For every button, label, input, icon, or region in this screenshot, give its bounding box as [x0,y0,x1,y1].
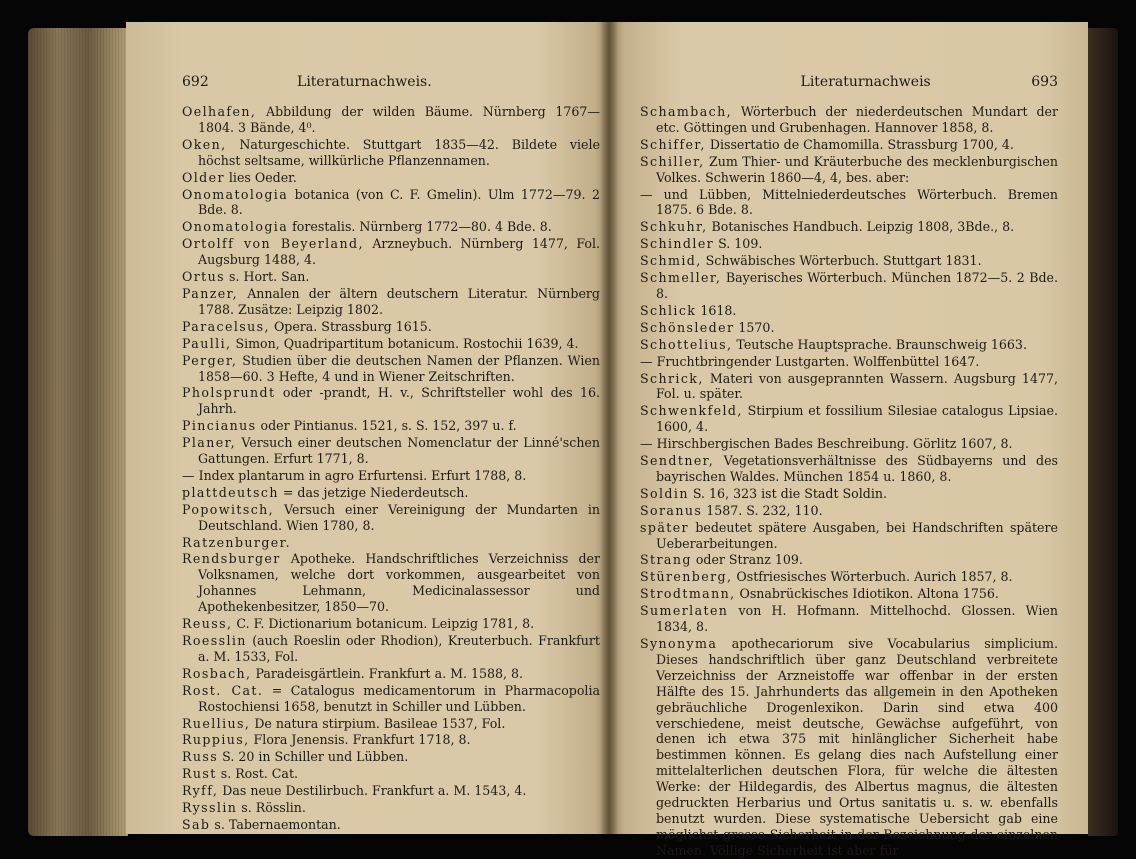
bibliography-entry [182,800,600,816]
entry-keyword: Sab [182,816,211,832]
entry-text: Arzneybuch. Nürnberg 1477, Fol. Augsburg 1488, 4. [198,236,600,268]
left-running-head [182,74,600,104]
bibliography-entry [182,766,600,782]
entry-keyword: später [640,519,689,535]
bibliography-entry [182,187,600,219]
entry-keyword: Schlick [640,302,697,318]
entry-keyword: Soldin [640,485,689,501]
entry-text: S. 20 in Schiller und Lübben. [222,749,409,765]
entry-keyword: Schönsleder [640,319,735,335]
entry-keyword: Russ [182,749,219,765]
entry-text: Bayerisches Wörterbuch. München 1872—5. 2 Bde. 8. [656,270,1058,301]
bibliography-entry [182,616,600,632]
entry-text: Dissertatio de Chamomilla. Strassburg 1700, 4. [709,136,1014,152]
bibliography-entry [640,503,1058,519]
right-entry-list [640,104,1058,859]
entry-keyword: Strang [640,552,692,568]
bibliography-entry [182,435,600,467]
entry-text: Wörterbuch der niederdeutschen Mundart der etc. Göttingen und Grubenhagen. Hannover 1858, 8. [656,104,1058,135]
bibliography-entry [640,154,1058,186]
bibliography-entry [182,418,600,434]
entry-keyword: Schkuhr, [640,219,708,235]
bibliography-entry [640,303,1058,319]
entry-text: De natura stirpium. Basileae 1537, Fol. [254,715,506,731]
entry-text: Botanisches Handbuch. Leipzig 1808, 3Bde., 8. [711,219,1015,235]
entry-keyword: Rendsburger [182,551,281,567]
entry-text: Das neue Destilirbuch. Frankfurt a. M. 1543, 4. [222,783,527,799]
bibliography-entry [182,286,600,318]
entry-keyword: Older [182,169,225,185]
bibliography-entry [640,436,1058,452]
bibliography-entry [640,187,1058,219]
entry-text: s. Hort. San. [229,269,310,285]
entry-keyword: Pincianus [182,418,257,434]
bibliography-entry [182,502,600,534]
entry-keyword: Rost. Cat. [182,682,264,698]
entry-text: — Hirschbergischen Bades Beschreibung. Görlitz 1607, 8. [640,436,1013,452]
entry-text: Schwäbisches Wörterbuch. Stuttgart 1831. [705,253,982,269]
entry-text: 1570. [738,319,775,335]
bibliography-entry [182,783,600,799]
entry-keyword: Ruppius, [182,732,250,748]
left-entry-list [182,104,600,833]
bibliography-entry [182,817,600,833]
entry-text: 1618. [700,302,737,318]
entry-keyword: Onomatologia [182,219,289,235]
book-page-edges [28,28,128,836]
entry-text: Paradeisgärtlein. Frankfurt a. M. 1588, 8. [255,665,524,681]
entry-keyword: Reuss, [182,616,233,632]
entry-text: oder Pintianus. 1521, s. S. 152, 397 u. f. [260,418,517,434]
entry-text: s. Rösslin. [241,800,306,816]
entry-keyword: plattdeutsch [182,484,279,500]
entry-keyword: Roesslin [182,633,247,648]
bibliography-entry [182,551,600,615]
bibliography-entry [640,320,1058,336]
entry-text: von H. Hofmann. Mittelhochd. Glossen. Wien 1834, 8. [656,603,1058,635]
bibliography-entry [640,354,1058,370]
entry-text: Studien über die deutschen Namen der Pflanzen. Wien 1858—60. 3 Hefte, 4 und in Wiener Zeitschriften. [198,352,600,384]
bibliography-entry [640,403,1058,435]
entry-text: 1587. S. 232, 110. [706,502,823,518]
bibliography-entry [182,269,600,285]
entry-keyword: Synonyma [640,636,718,651]
entry-text: Abbildung der wilden Bäume. Nürnberg 1767—1804. 3 Bände, 4⁰. [198,104,600,135]
bibliography-entry [640,552,1058,568]
entry-text: s. Rost. Cat. [220,766,299,782]
bibliography-entry [182,732,600,748]
entry-keyword: Pholsprundt [182,385,276,401]
entry-text: apothecariorum sive Vocabularius simplicium. Dieses handschriftlich über ganz Deutschland verbreitete Verzeichniss der Arzneistoffe war offenbar in der ersten Hälfte des 15. Jahrhunderts das allgemein in den Apotheken gebräuchliche Drogenlexikon. Darin sind etwa 400 verschiedene, meist deutsche, Gewächse aufgeführt, von denen ich etwa 375 mit hinlänglicher Sicherheit habe bestimmen können. Es gelang dies nach Aufstellung einer mittelalterlichen deutschen Flora, für welche die ältesten Werke: der Hildegardis, des Albertus magnus, die ältesten gedruckten Herbarius und Ortus sanitatis u. s. w. ebenfalls benutzt wurden. Diese systematische Uebersicht gab eine möglichst grosse Sicherheit in der Bezeichnung der einzelnen Namen. Völlige Sicherheit ist aber für [656,636,1058,858]
book-gutter [600,22,618,834]
entry-keyword: Schmid, [640,253,702,269]
entry-keyword: Ryff, [182,783,219,799]
entry-text: — Index plantarum in agro Erfurtensi. Erfurt 1788, 8. [182,467,527,483]
bibliography-entry [640,586,1058,602]
entry-text: oder Stranz 109. [695,552,803,568]
entry-text: — und Lübben, Mittelniederdeutsches Wörterbuch. Bremen 1875. 6 Bde. 8. [640,186,1058,218]
entry-text: (auch Roeslin oder Rhodion), Kreuterbuch. Frankfurt a. M. 1533, Fol. [198,633,600,664]
entry-keyword: Paulli, [182,335,232,351]
bibliography-entry [640,453,1058,485]
bibliography-entry [640,636,1058,859]
entry-keyword: Planer, [182,435,237,451]
entry-keyword: Rust [182,766,217,782]
bibliography-entry [182,633,600,665]
bibliography-entry [182,104,600,136]
bibliography-entry [640,603,1058,635]
entry-keyword: Ruellius, [182,715,251,731]
entry-text: Zum Thier- und Kräuterbuche des mecklenburgischen Volkes. Schwerin 1860—4, 4, bes. aber: [656,153,1058,185]
left-page-number: 692 [182,74,209,90]
entry-text: botanica (von C. F. Gmelin). Ulm 1772—79. 2 Bde. 8. [198,186,600,218]
entry-text: Vegetationsverhältnisse des Südbayerns und des bayrischen Waldes. München 1854 u. 1860, 8. [656,453,1058,484]
entry-keyword: Perger, [182,352,238,368]
bibliography-entry [182,749,600,765]
entry-text: Ostfriesisches Wörterbuch. Aurich 1857, 8. [736,569,1013,585]
entry-keyword: Sendtner, [640,453,715,469]
bibliography-entry [640,253,1058,269]
entry-keyword: Schwenkfeld, [640,403,743,419]
entry-keyword: Strodtmann, [640,586,736,602]
entry-keyword: Stürenberg, [640,569,733,585]
left-page [126,22,610,834]
bibliography-entry [182,535,600,551]
entry-keyword: Schiller, [640,153,705,169]
entry-keyword: Ortolff von Beyerland, [182,236,364,252]
right-running-head [640,74,1058,104]
bibliography-entry [640,104,1058,136]
bibliography-entry [182,683,600,715]
bibliography-entry [640,486,1058,502]
entry-keyword: Schindler [640,236,715,252]
bibliography-entry [640,270,1058,302]
entry-text: — Fruchtbringender Lustgarten. Wolffenbüttel 1647. [640,353,980,369]
book-cover-edge [1088,28,1118,836]
entry-keyword: Schiffer, [640,136,706,152]
bibliography-entry [182,137,600,169]
bibliography-entry [182,716,600,732]
bibliography-entry [182,219,600,235]
left-running-title: Literaturnachweis. [297,74,432,90]
entry-text: lies Oeder. [228,169,297,185]
entry-keyword: Rysslin [182,800,238,816]
entry-keyword: Onomatologia [182,186,289,202]
bibliography-entry [640,236,1058,252]
entry-text: forestalis. Nürnberg 1772—80. 4 Bde. 8. [292,219,552,235]
bibliography-entry [182,336,600,352]
entry-keyword: Soranus [640,502,703,518]
entry-keyword: Oelhafen, [182,104,257,119]
entry-keyword: Schmeller, [640,270,722,286]
entry-text: = Catalogus medicamentorum in Pharmacopolia Rostochiensi 1658, benutzt in Schiller und Lübben. [198,682,600,714]
entry-keyword: Panzer, [182,285,239,301]
entry-keyword: Ortus [182,269,225,285]
entry-keyword: Schambach, [640,104,732,119]
entry-text: oder -prandt, H. v., Schriftsteller wohl des 16. Jahrh. [198,385,600,417]
entry-text: S. 109. [718,236,763,252]
entry-text: s. Tabernaemontan. [214,816,341,832]
entry-text: Osnabrückisches Idiotikon. Altona 1756. [739,586,999,602]
entry-keyword: Rosbach, [182,665,252,681]
entry-keyword: Oken, [182,136,227,152]
entry-keyword: Sumerlaten [640,603,729,619]
right-page-number: 693 [1031,74,1058,90]
entry-text: Simon, Quadripartitum botanicum. Rostochii 1639, 4. [235,335,579,351]
entry-keyword: Paracelsus, [182,318,270,334]
bibliography-entry [182,319,600,335]
bibliography-entry [182,385,600,417]
entry-text: Stirpium et fossilium Silesiae catalogus Lipsiae. 1600, 4. [656,403,1058,435]
entry-text: Materi von ausgeprannten Wassern. Augsburg 1477, Fol. u. später. [656,370,1058,402]
entry-text: Versuch einer deutschen Nomenclatur der Linné'schen Gattungen. Erfurt 1771, 8. [198,435,600,467]
bibliography-entry [182,170,600,186]
bibliography-entry [182,353,600,385]
bibliography-entry [640,219,1058,235]
entry-keyword: Ratzenburger. [182,534,292,550]
entry-text: = das jetzige Niederdeutsch. [282,484,469,500]
entry-keyword: Schrick, [640,370,704,386]
entry-text: Teutsche Hauptsprache. Braunschweig 1663. [736,336,1027,352]
entry-text: Annalen der ältern deutschern Literatur. Nürnberg 1788. Zusätze: Leipzig 1802. [198,285,600,317]
right-running-title: Literaturnachweis [800,74,931,90]
bibliography-entry [182,485,600,501]
bibliography-entry [640,520,1058,552]
bibliography-entry [182,666,600,682]
bibliography-entry [640,337,1058,353]
entry-text: S. 16, 323 ist die Stadt Soldin. [692,485,887,501]
entry-text: Opera. Strassburg 1615. [273,318,432,334]
entry-keyword: Schottelius, [640,336,733,352]
entry-keyword: Popowitsch, [182,501,275,517]
entry-text: Flora Jenensis. Frankfurt 1718, 8. [253,732,471,748]
entry-text: C. F. Dictionarium botanicum. Leipzig 1781, 8. [236,616,535,632]
entry-text: Versuch einer Vereinigung der Mundarten in Deutschland. Wien 1780, 8. [198,501,600,533]
bibliography-entry [182,236,600,268]
bibliography-entry [182,468,600,484]
bibliography-entry [640,137,1058,153]
bibliography-entry [640,371,1058,403]
entry-text: Apotheke. Handschriftliches Verzeichniss der Volksnamen, welche dort vorkommen, ausgearbeitet von Johannes Lehmann, Medicinalassessor und Apothekenbesitzer, 1850—70. [198,551,600,615]
entry-text: Naturgeschichte. Stuttgart 1835—42. Bildete viele höchst seltsame, willkürliche Pflanzennamen. [198,136,600,168]
right-page [610,22,1088,858]
entry-text: bedeutet spätere Ausgaben, bei Handschriften spätere Ueberarbeitungen. [656,519,1058,551]
bibliography-entry [640,569,1058,585]
